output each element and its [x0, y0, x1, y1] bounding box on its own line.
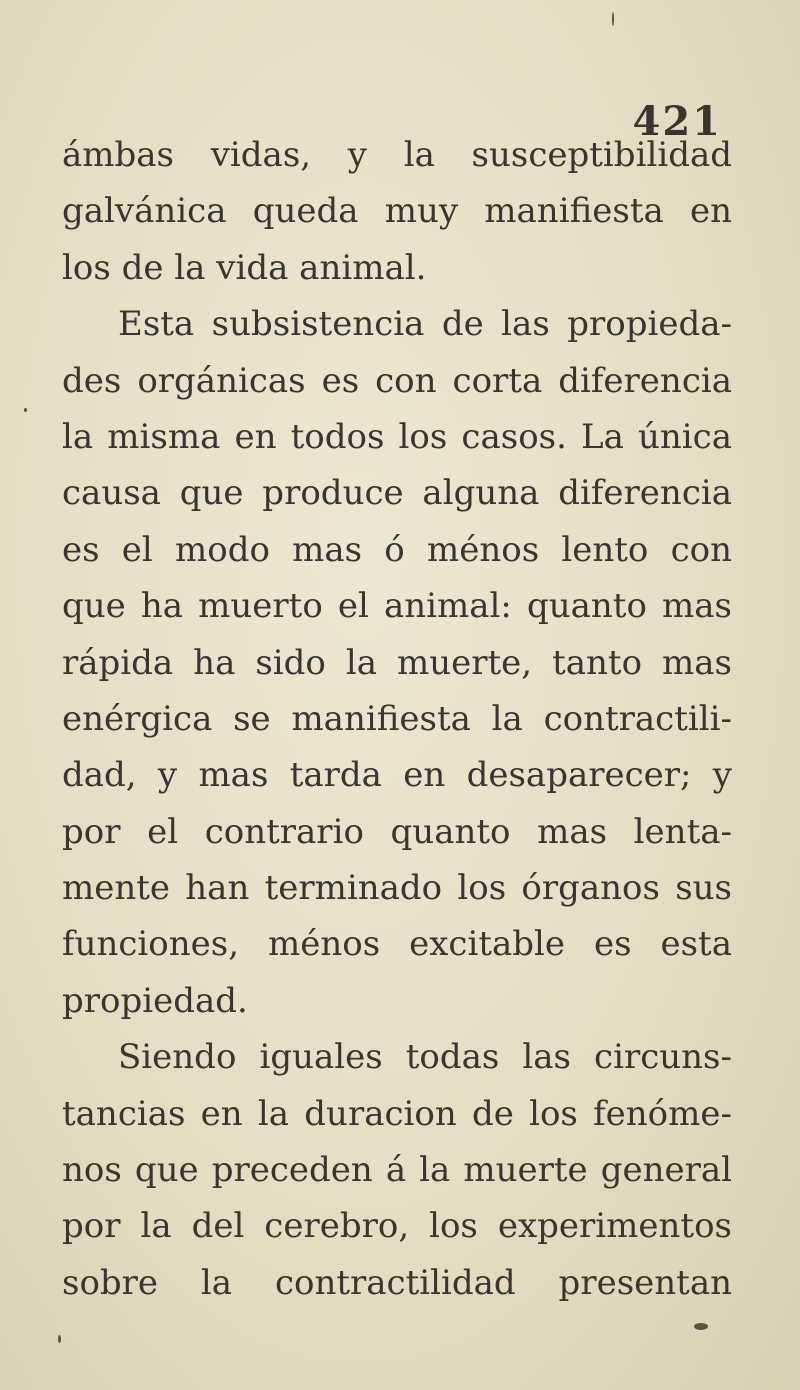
paper-speck: [694, 1323, 708, 1330]
text-line: que ha muerto el animal: quanto mas: [62, 586, 732, 627]
text-line: sobre la contractilidad presentan: [62, 1262, 732, 1303]
text-line: ámbas vidas, y la susceptibilidad: [62, 135, 732, 175]
text-line: la misma en todos los casos. La única: [62, 416, 732, 457]
text-line: des orgánicas es con corta diferencia: [62, 360, 732, 401]
text-line: causa que produce alguna diferencia: [62, 473, 732, 514]
paper-speck: [612, 12, 614, 26]
text-line: galvánica queda muy manifiesta en: [62, 191, 732, 232]
body-text: [62, 127, 732, 1311]
text-line: los de la vida animal.: [62, 247, 427, 288]
text-line: por el contrario quanto mas lenta-: [62, 811, 732, 852]
text-line: tancias en la duracion de los fenóme-: [62, 1093, 732, 1134]
paragraph-start-line: Esta subsistencia de las propieda-: [118, 304, 732, 345]
text-line: propiedad.: [62, 980, 248, 1021]
text-line: rápida ha sido la muerte, tanto mas: [62, 642, 732, 683]
text-line: es el modo mas ó ménos lento con: [62, 529, 732, 570]
text-line: funciones, ménos excitable es esta: [62, 924, 732, 965]
text-line: nos que preceden á la muerte general: [62, 1150, 732, 1191]
text-line: mente han terminado los órganos sus: [62, 868, 732, 909]
page-number: 421: [632, 98, 722, 145]
text-line: por la del cerebro, los experimentos: [62, 1206, 732, 1247]
text-line: dad, y mas tarda en desaparecer; y: [62, 755, 732, 796]
paragraph-start-line: Siendo iguales todas las circuns-: [118, 1037, 732, 1078]
paper-speck: [24, 408, 27, 412]
paper-speck: [58, 1335, 61, 1343]
text-line: enérgica se manifiesta la contractili-: [62, 698, 732, 739]
